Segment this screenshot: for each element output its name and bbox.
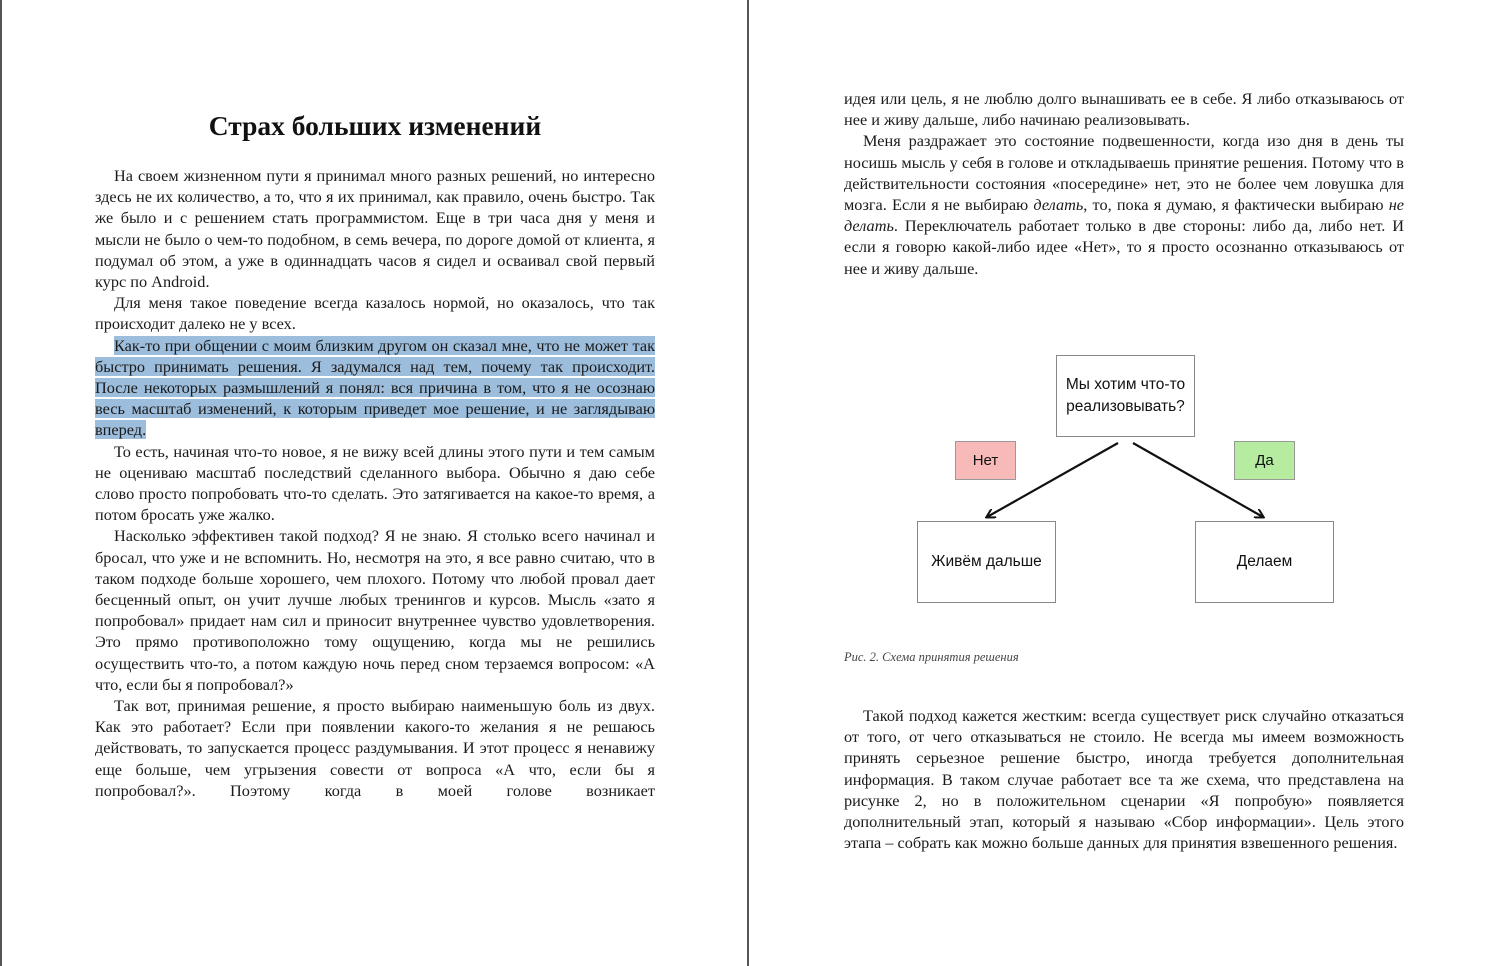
yes-label: Да bbox=[1255, 452, 1274, 469]
figure-caption: Рис. 2. Схема принятия решения bbox=[844, 650, 1019, 664]
text-run: Меня раздражает это состояние подвешенности, когда изо дня в день ты носишь мысль у себя в голове и откладываешь принятие решения. Потому что в действительности состояния «посередине» нет, это не более чем ловушка для мозга. Если я не выбираю bbox=[844, 131, 1404, 215]
text-run: . Переключатель работает только в две стороны: либо да, либо нет. И если я говорю какой-либо идее «Нет», то я просто осознанно отказываюсь от нее и живу дальше. bbox=[844, 216, 1404, 278]
paragraph[interactable]: На своем жизненном пути я принимал много разных решений, но интересно здесь не их количество, а то, что я их принимал, как правило, очень быстро. Так же было и с решением стать программистом. Еще в три часа дня у меня и мысли не было о чем-то подобном, в семь вечера, по дороге домой от клиента, я подумал об этом, а уже в одиннадцать часов я сидел и осваивал свой первый курс по Android. bbox=[95, 166, 655, 292]
right-text-column-bottom bbox=[844, 705, 1404, 853]
left-page bbox=[2, 0, 747, 966]
paragraph[interactable]: То есть, начиная что-то новое, я не вижу всей длины этого пути и тем самым не оцениваю масштаб последствий сделанного выбора. Обычно я даю себе слово просто попробовать что-то сделать. Это затягивается на какое-то время, а потом бросать уже жалко. bbox=[95, 441, 655, 525]
text-run: , то, пока я думаю, я фактически выбираю bbox=[1083, 195, 1389, 215]
paragraph[interactable]: Насколько эффективен такой подход? Я не знаю. Я столько всего начинал и бросал, что уже и не вспомнить. Но, несмотря на это, я все равно считаю, что в таком подходе больше хорошего, чем плохого. Потому что любой провал дает бесценный опыт, он учит лучше любых тренингов и курсов. Мысль «зато я попробовал» придает нам сил и приносит внутреннее чувство удовлетворения. Это прямо противоположно тому ощущению, когда мы не решились осуществить что-то, а потом каждую ночь перед сном терзаемся вопросом: «А что, если бы я попробовал?» bbox=[95, 526, 655, 694]
emphasis-text: делать bbox=[1033, 195, 1084, 215]
yes-tag bbox=[1234, 441, 1295, 480]
paragraph[interactable] bbox=[844, 130, 1404, 278]
emphasis-text: не делать bbox=[844, 195, 1405, 236]
right-page bbox=[749, 0, 1496, 966]
no-label: Нет bbox=[972, 452, 999, 469]
paragraph-continuation[interactable]: идея или цель, я не люблю долго вынашивать ее в себе. Я либо отказываюсь от нее и живу дальше, либо начинаю реализовывать. bbox=[844, 89, 1404, 130]
question-box bbox=[1056, 355, 1195, 437]
no-tag bbox=[955, 441, 1016, 480]
selected-paragraph[interactable] bbox=[95, 335, 655, 441]
decision-diagram bbox=[899, 345, 1349, 615]
paragraph[interactable]: Такой подход кажется жестким: всегда существует риск случайно отказаться от того, от чего отказываться не стоило. Не всегда мы имеем возможность принять серьезное решение быстро, иногда требуется дополнительная информация. В таком случае работает все та же схема, что представлена на рисунке 2, но в положительном сценарии «Я попробую» появляется дополнительный этап, который я называю «Сбор информации». Цель этого этапа – собрать как можно больше данных для принятия взвешенного решения. bbox=[844, 706, 1404, 853]
chapter-title: Страх больших изменений bbox=[208, 110, 542, 141]
paragraph[interactable]: Так вот, принимая решение, я просто выбираю наименьшую боль из двух. Как это работает? Если при появлении какого-то желания я не решаюсь действовать, то запускается процесс раздумывания. И этот процесс я ненавижу еще больше, чем угрызения совести от вопроса «А что, если бы я попробовал?». Поэтому когда в моей голове возникает bbox=[95, 696, 655, 800]
paragraph[interactable]: Для меня такое поведение всегда казалось нормой, но оказалось, что так происходит далеко не у всех. bbox=[95, 293, 655, 334]
text-selection[interactable]: Как-то при общении с моим близким другом он сказал мне, что не может так быстро принимать решения. Я задумался над тем, почему так происходит. После некоторых размышлений я понял: вся причина в том, что я не осознаю весь масштаб изменений, к которым приведет мое решение, и не заглядываю вперед. bbox=[95, 335, 655, 440]
question-label: Мы хотим что-то реализовывать? bbox=[1065, 376, 1186, 415]
left-text-column bbox=[95, 165, 655, 801]
yes-result-label: Делаем bbox=[1236, 553, 1293, 570]
no-result-box bbox=[917, 521, 1056, 603]
yes-result-box bbox=[1195, 521, 1334, 603]
right-text-column-top bbox=[844, 88, 1404, 279]
no-result-label: Живём дальше bbox=[931, 553, 1042, 570]
